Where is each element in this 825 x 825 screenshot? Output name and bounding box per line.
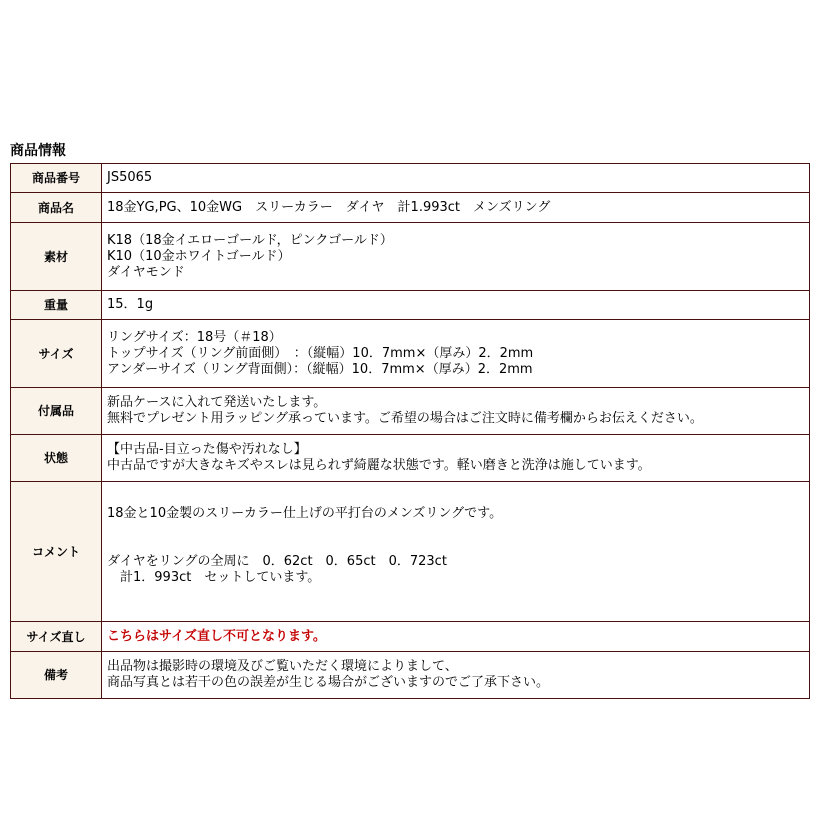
comment-line: ダイヤをリングの全周に 0．62ct 0．65ct 0．723ct — [107, 554, 447, 569]
condition-line: 【中古品-目立った傷や汚れなし】 — [107, 442, 307, 457]
material-line: K10（10金ホワイトゴールド） — [107, 248, 291, 264]
row-value — [102, 320, 810, 388]
blank-line — [107, 522, 804, 538]
table-row-condition — [11, 435, 810, 482]
table-row-product-number — [11, 164, 810, 193]
row-value — [102, 388, 810, 435]
weight-value: 15．1g — [107, 297, 154, 312]
blank-line — [107, 538, 804, 554]
size-line: トップサイズ（リング前面側） ：（縦幅）10．7mm×（厚み）2．2mm — [107, 345, 534, 361]
row-label: 備考 — [11, 652, 102, 699]
accessories-line: 新品ケースに入れて発送いたします。 — [107, 395, 327, 410]
table-row-product-name — [11, 193, 810, 223]
row-label: 重量 — [11, 291, 102, 320]
table-row-resize — [11, 622, 810, 652]
row-value — [102, 652, 810, 699]
table-row-weight — [11, 291, 810, 320]
size-line: リングサイズ：18号（＃18） — [107, 329, 282, 345]
row-value — [102, 193, 810, 223]
section-title: 商品情報 — [10, 143, 66, 159]
product-info-table — [10, 163, 810, 699]
table-row-notes — [11, 652, 810, 699]
row-label: 商品名 — [11, 193, 102, 223]
material-line: K18（18金イエローゴールド，ピンクゴールド） — [107, 232, 393, 248]
row-value — [102, 291, 810, 320]
product-number: JS5065 — [107, 170, 153, 185]
product-name: 18金YG,PG、10金WG スリーカラー ダイヤ 計1.993ct メンズリング — [107, 199, 551, 215]
comment-line: 計1．993ct セットしています。 — [107, 570, 321, 585]
row-label: 素材 — [11, 223, 102, 291]
material-line: ダイヤモンド — [107, 264, 185, 280]
row-label: サイズ — [11, 320, 102, 388]
row-label: 付属品 — [11, 388, 102, 435]
size-line: アンダーサイズ（リング背面側）：（縦幅）10．7mm×（厚み）2．2mm — [107, 361, 533, 377]
notes-line: 出品物は撮影時の環境及びご覧いただく環境によりまして、 — [107, 659, 458, 674]
resize-warning: こちらはサイズ直し不可となります。 — [107, 628, 326, 644]
row-label: コメント — [11, 482, 102, 622]
condition-line: 中古品ですが大きなキズやスレは見られず綺麗な状態です。軽い磨きと洗浄は施しています。 — [107, 458, 651, 473]
table-row-size — [11, 320, 810, 388]
table-row-material — [11, 223, 810, 291]
row-label: 状態 — [11, 435, 102, 482]
notes-line: 商品写真とは若干の色の誤差が生じる場合がございますのでご了承下さい。 — [107, 675, 550, 690]
table-row-accessories — [11, 388, 810, 435]
comment-line: 18金と10金製のスリーカラー仕上げの平打台のメンズリングです。 — [107, 506, 503, 521]
accessories-line: 無料でプレゼント用ラッピング承っています。ご希望の場合はご注文時に備考欄からお伝えください。 — [107, 411, 703, 426]
row-value — [102, 223, 810, 291]
row-value — [102, 622, 810, 652]
row-label: サイズ直し — [11, 622, 102, 652]
table-row-comment — [11, 482, 810, 622]
row-value — [102, 164, 810, 193]
row-label: 商品番号 — [11, 164, 102, 193]
row-value — [102, 435, 810, 482]
row-value — [102, 482, 810, 622]
